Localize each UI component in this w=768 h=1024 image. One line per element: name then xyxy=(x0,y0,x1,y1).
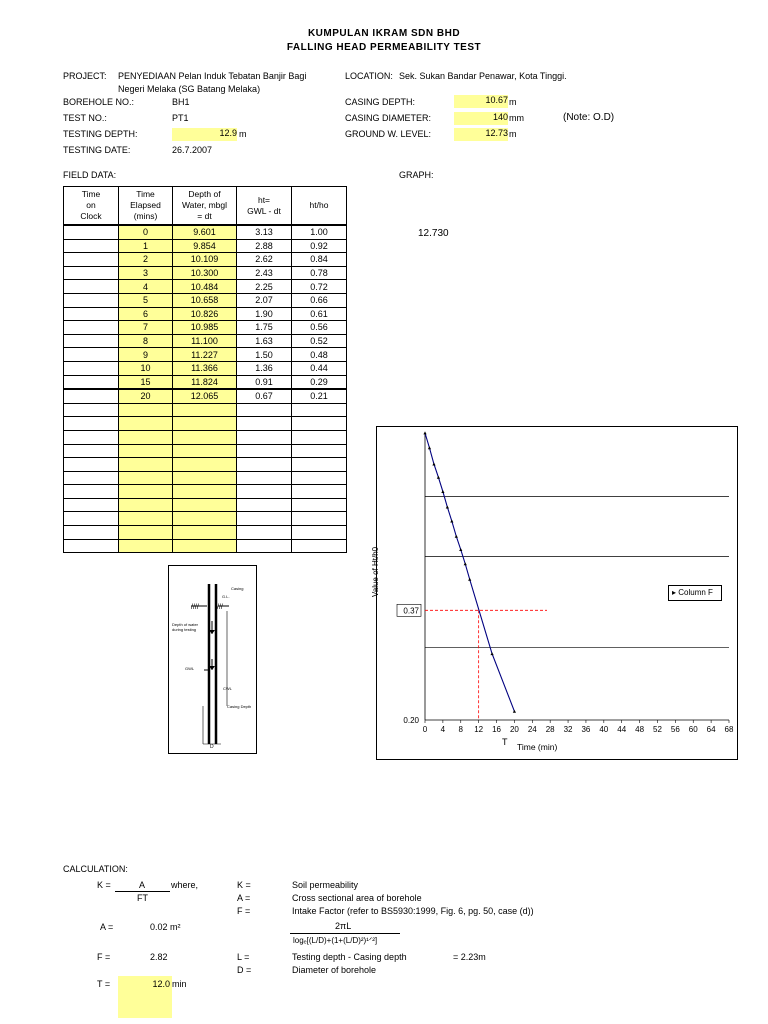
chart-point xyxy=(441,490,444,493)
table-cell xyxy=(64,334,119,348)
gwl-value: 12.730 xyxy=(418,228,449,239)
chart-point xyxy=(450,520,453,523)
table-cell xyxy=(237,444,292,458)
l-definition: Testing depth - Casing depth xyxy=(292,952,407,962)
table-row xyxy=(64,485,347,499)
location-label: LOCATION: xyxy=(345,71,393,81)
table-cell xyxy=(292,512,347,526)
table-cell: 2.62 xyxy=(237,253,292,267)
table-cell xyxy=(173,403,237,417)
table-row xyxy=(64,403,347,417)
table-cell xyxy=(237,430,292,444)
table-cell: 0.48 xyxy=(292,348,347,362)
sketch-diameter-label: D xyxy=(210,744,214,750)
table-cell xyxy=(119,417,173,431)
chart-point xyxy=(468,578,471,581)
chart-x-tick-label: 0 xyxy=(422,725,428,734)
table-cell: 0.92 xyxy=(292,239,347,253)
table-cell xyxy=(119,512,173,526)
table-cell xyxy=(119,444,173,458)
table-cell xyxy=(119,430,173,444)
table-row xyxy=(64,321,347,335)
casing-depth-label: CASING DEPTH: xyxy=(345,97,416,107)
table-cell xyxy=(173,444,237,458)
table-cell xyxy=(64,389,119,403)
table-cell xyxy=(119,526,173,540)
table-cell: 0.84 xyxy=(292,253,347,267)
chart-point xyxy=(490,652,493,655)
f-def-symbol: F = xyxy=(237,906,251,916)
table-row xyxy=(64,307,347,321)
table-cell: 11.100 xyxy=(173,334,237,348)
project-line1: PENYEDIAAN Pelan Induk Tebatan Banjir Bagi xyxy=(118,71,307,81)
f-value: 2.82 xyxy=(150,952,168,962)
table-cell xyxy=(237,526,292,540)
table-cell xyxy=(237,417,292,431)
table-cell xyxy=(173,417,237,431)
table-cell xyxy=(64,293,119,307)
table-cell: 11.366 xyxy=(173,361,237,375)
table-cell: 1.75 xyxy=(237,321,292,335)
borehole-sketch-drawing xyxy=(169,566,256,753)
table-cell xyxy=(119,471,173,485)
table-cell: 9.854 xyxy=(173,239,237,253)
table-cell xyxy=(173,471,237,485)
table-cell xyxy=(292,430,347,444)
testing-date-value: 26.7.2007 xyxy=(172,145,213,155)
chart-x-tick-label: 20 xyxy=(509,725,519,734)
table-cell: 4 xyxy=(119,280,173,294)
t-value: 12.0 xyxy=(152,979,170,989)
chart-x-tick-label: 48 xyxy=(635,725,645,734)
chart-x-tick-label: 68 xyxy=(724,725,734,734)
table-cell xyxy=(119,458,173,472)
chart-x-extra-label: T xyxy=(502,737,508,747)
chart-point xyxy=(446,505,449,508)
table-cell: 10.484 xyxy=(173,280,237,294)
table-cell: 0.67 xyxy=(237,389,292,403)
table-cell: 9 xyxy=(119,348,173,362)
table-cell xyxy=(173,458,237,472)
table-row xyxy=(64,417,347,431)
chart-x-tick-label: 28 xyxy=(545,725,555,734)
chart-point xyxy=(428,446,431,449)
table-cell: 3.13 xyxy=(237,225,292,239)
sketch-casing-depth-label: Casing Depth xyxy=(227,704,252,709)
table-cell: 1.00 xyxy=(292,225,347,239)
company-name: KUMPULAN IKRAM SDN BHD xyxy=(307,28,461,39)
table-cell: 0.29 xyxy=(292,375,347,389)
chart-x-tick-label: 24 xyxy=(527,725,537,734)
table-cell xyxy=(64,485,119,499)
table-cell: 10.109 xyxy=(173,253,237,267)
location-value: Sek. Sukan Bandar Penawar, Kota Tinggi. xyxy=(399,71,567,81)
table-cell: 10.658 xyxy=(173,293,237,307)
table-row xyxy=(64,539,347,553)
chart-x-tick-label: 44 xyxy=(617,725,627,734)
table-row xyxy=(64,225,347,239)
table-cell: 1.50 xyxy=(237,348,292,362)
table-cell: 6 xyxy=(119,307,173,321)
table-cell xyxy=(64,225,119,239)
table-cell xyxy=(237,512,292,526)
table-cell xyxy=(119,485,173,499)
table-cell xyxy=(173,512,237,526)
ground-level-value: 12.73 xyxy=(454,128,508,141)
chart-x-tick-label: 4 xyxy=(440,725,446,734)
chart-point xyxy=(455,535,458,538)
table-cell: 0 xyxy=(119,225,173,239)
a-value: 0.02 m² xyxy=(150,922,181,932)
borehole-label: BOREHOLE NO.: xyxy=(63,97,135,107)
sketch-casing-label: Casing xyxy=(231,586,244,591)
table-cell xyxy=(173,526,237,540)
table-row xyxy=(64,444,347,458)
sketch-gwl-label: GWL xyxy=(185,666,195,671)
table-row xyxy=(64,389,347,403)
k-fraction-bar xyxy=(115,891,170,892)
table-cell xyxy=(237,471,292,485)
testing-date-label: TESTING DATE: xyxy=(63,145,131,155)
table-cell xyxy=(292,471,347,485)
l-value: = 2.23m xyxy=(453,952,486,962)
table-cell xyxy=(237,403,292,417)
table-cell xyxy=(237,458,292,472)
k-denominator: FT xyxy=(137,893,148,903)
table-cell xyxy=(173,498,237,512)
table-cell xyxy=(64,471,119,485)
table-cell: 0.72 xyxy=(292,280,347,294)
table-cell xyxy=(173,539,237,553)
table-cell: 0.61 xyxy=(292,307,347,321)
table-cell: 7 xyxy=(119,321,173,335)
table-cell xyxy=(64,239,119,253)
table-cell: 15 xyxy=(119,375,173,389)
table-cell xyxy=(119,539,173,553)
table-row xyxy=(64,293,347,307)
table-cell: 11.824 xyxy=(173,375,237,389)
table-cell xyxy=(292,498,347,512)
graph-label: GRAPH: xyxy=(399,170,434,180)
table-cell: 1.90 xyxy=(237,307,292,321)
chart-series-line xyxy=(425,433,514,711)
table-cell xyxy=(64,253,119,267)
chart-x-tick-label: 32 xyxy=(563,725,573,734)
table-cell: 12.065 xyxy=(173,389,237,403)
table-cell xyxy=(64,512,119,526)
legend-label: Column F xyxy=(678,588,713,597)
k-equals: K = xyxy=(97,880,111,890)
f-formula-bar xyxy=(290,933,400,934)
table-cell xyxy=(292,458,347,472)
table-cell: 2.25 xyxy=(237,280,292,294)
calculation-label: CALCULATION: xyxy=(63,864,128,874)
chart-x-axis-label: Time (min) xyxy=(517,742,558,752)
testing-depth-value: 12.9 xyxy=(172,128,237,141)
casing-diameter-unit: mm xyxy=(509,113,524,123)
table-cell xyxy=(64,458,119,472)
table-header-row xyxy=(64,187,347,226)
table-cell: 0.78 xyxy=(292,266,347,280)
table-cell xyxy=(292,403,347,417)
header-depth-of-water: Depth of Water, mbgl = dt xyxy=(173,187,237,226)
table-cell xyxy=(237,498,292,512)
header-time-elapsed: Time Elapsed (mins) xyxy=(119,187,173,226)
table-cell xyxy=(64,539,119,553)
chart-x-tick-label: 52 xyxy=(653,725,662,734)
k-numerator: A xyxy=(139,880,146,890)
ground-level-unit: m xyxy=(509,129,517,139)
table-cell: 0.21 xyxy=(292,389,347,403)
svg-text:///: /// xyxy=(217,604,223,611)
chart-x-tick-label: 64 xyxy=(706,725,716,734)
casing-depth-value: 10.67 xyxy=(454,95,508,108)
ground-level-label: GROUND W. LEVEL: xyxy=(345,129,432,139)
chart-x-tick-label: 36 xyxy=(581,725,591,734)
table-cell: 2.88 xyxy=(237,239,292,253)
chart-x-tick-label: 40 xyxy=(599,725,609,734)
casing-diameter-value: 140 xyxy=(454,112,508,125)
table-cell xyxy=(64,403,119,417)
l-symbol: L = xyxy=(237,952,250,962)
borehole-sketch xyxy=(168,565,257,754)
table-cell xyxy=(64,307,119,321)
field-data-table xyxy=(63,186,347,553)
table-cell: 0.66 xyxy=(292,293,347,307)
k-definition: Soil permeability xyxy=(292,880,359,890)
table-cell: 0.52 xyxy=(292,334,347,348)
table-cell: 5 xyxy=(119,293,173,307)
test-no-value: PT1 xyxy=(172,113,189,123)
table-cell xyxy=(292,526,347,540)
table-row xyxy=(64,348,347,362)
table-cell xyxy=(64,266,119,280)
chart-point xyxy=(513,710,516,713)
table-cell: 0.56 xyxy=(292,321,347,335)
table-cell xyxy=(237,539,292,553)
testing-depth-label: TESTING DEPTH: xyxy=(63,129,138,139)
f-equals: F = xyxy=(97,952,111,962)
table-cell: 3 xyxy=(119,266,173,280)
table-cell: 2.43 xyxy=(237,266,292,280)
table-cell: 10.300 xyxy=(173,266,237,280)
table-cell xyxy=(64,526,119,540)
f-formula-denominator: logₑ[(L/D)+(1+(L/D)²)¹ᐟ²] xyxy=(293,936,378,945)
table-row xyxy=(64,498,347,512)
table-cell xyxy=(64,444,119,458)
casing-diameter-label: CASING DIAMETER: xyxy=(345,113,432,123)
t-equals: T = xyxy=(97,979,111,989)
chart-point xyxy=(432,462,435,465)
project-line2: Negeri Melaka (SG Batang Melaka) xyxy=(118,84,261,94)
chart-x-tick-label: 12 xyxy=(474,725,484,734)
table-cell: 10 xyxy=(119,361,173,375)
table-row xyxy=(64,334,347,348)
svg-text:////: //// xyxy=(191,604,199,611)
chart-legend xyxy=(668,585,722,601)
d-definition: Diameter of borehole xyxy=(292,965,377,975)
table-cell: 8 xyxy=(119,334,173,348)
chart-y-tick-label: 0.20 xyxy=(403,716,419,725)
table-cell xyxy=(173,430,237,444)
table-cell xyxy=(64,430,119,444)
chart-point xyxy=(464,562,467,565)
a-equals: A = xyxy=(100,922,114,932)
table-cell xyxy=(64,498,119,512)
table-cell xyxy=(292,417,347,431)
table-cell xyxy=(64,375,119,389)
table-cell xyxy=(119,403,173,417)
table-cell: 11.227 xyxy=(173,348,237,362)
table-row xyxy=(64,266,347,280)
table-cell xyxy=(64,348,119,362)
chart-y-axis-label: Value of Ht/h0 xyxy=(371,546,380,597)
chart-x-tick-label: 16 xyxy=(492,725,501,734)
table-row xyxy=(64,361,347,375)
sketch-gl-label: G.L. xyxy=(222,594,230,599)
chart-x-tick-label: 8 xyxy=(458,725,463,734)
table-row xyxy=(64,526,347,540)
testing-depth-unit: m xyxy=(239,129,247,139)
table-cell: 0.91 xyxy=(237,375,292,389)
borehole-value: BH1 xyxy=(172,97,190,107)
table-cell: 1.63 xyxy=(237,334,292,348)
table-row xyxy=(64,512,347,526)
test-title: FALLING HEAD PERMEABILITY TEST xyxy=(286,42,482,53)
f-formula-numerator: 2πL xyxy=(335,921,352,931)
table-cell: 2 xyxy=(119,253,173,267)
table-cell: 0.44 xyxy=(292,361,347,375)
casing-note: (Note: O.D) xyxy=(563,112,615,123)
field-data-label: FIELD DATA: xyxy=(63,170,117,180)
chart-x-tick-label: 56 xyxy=(670,725,680,734)
header-time-on-clock: Time on Clock xyxy=(64,187,119,226)
casing-depth-unit: m xyxy=(509,97,517,107)
header-ht: ht= GWL - dt xyxy=(237,187,292,226)
sketch-cwl-label: CWL xyxy=(223,686,232,691)
table-cell: 10.985 xyxy=(173,321,237,335)
project-label: PROJECT: xyxy=(63,71,107,81)
table-cell xyxy=(292,485,347,499)
t-unit: min xyxy=(172,979,187,989)
table-row xyxy=(64,239,347,253)
k-where: where, xyxy=(171,880,199,890)
table-cell xyxy=(173,485,237,499)
table-cell: 10.826 xyxy=(173,307,237,321)
table-row xyxy=(64,458,347,472)
table-cell xyxy=(119,498,173,512)
chart-x-tick-label: 60 xyxy=(688,725,698,734)
table-cell xyxy=(292,539,347,553)
sketch-depth-water-label: Depth of water during testing xyxy=(172,622,199,632)
table-cell xyxy=(237,485,292,499)
header-ht-ho: ht/ho xyxy=(292,187,347,226)
table-cell: 2.07 xyxy=(237,293,292,307)
a-def-symbol: A = xyxy=(237,893,251,903)
table-cell xyxy=(292,444,347,458)
table-cell xyxy=(64,417,119,431)
k-def-symbol: K = xyxy=(237,880,251,890)
test-no-label: TEST NO.: xyxy=(63,113,107,123)
chart-y-tick-label: 0.37 xyxy=(403,606,419,616)
f-definition: Intake Factor (refer to BS5930:1999, Fig. 6, pg. 50, case (d)) xyxy=(292,906,534,916)
table-cell: 20 xyxy=(119,389,173,403)
table-row xyxy=(64,430,347,444)
table-cell: 1.36 xyxy=(237,361,292,375)
d-symbol: D = xyxy=(237,965,252,975)
chart-point xyxy=(459,548,462,551)
table-row xyxy=(64,375,347,389)
table-cell xyxy=(64,280,119,294)
table-row xyxy=(64,253,347,267)
table-row xyxy=(64,280,347,294)
table-cell xyxy=(64,321,119,335)
legend-marker-icon: ▸ xyxy=(672,588,677,597)
table-cell: 9.601 xyxy=(173,225,237,239)
table-cell xyxy=(64,361,119,375)
chart-point xyxy=(437,476,440,479)
table-row xyxy=(64,471,347,485)
a-definition: Cross sectional area of borehole xyxy=(292,893,422,903)
chart-point xyxy=(423,431,426,434)
table-cell: 1 xyxy=(119,239,173,253)
